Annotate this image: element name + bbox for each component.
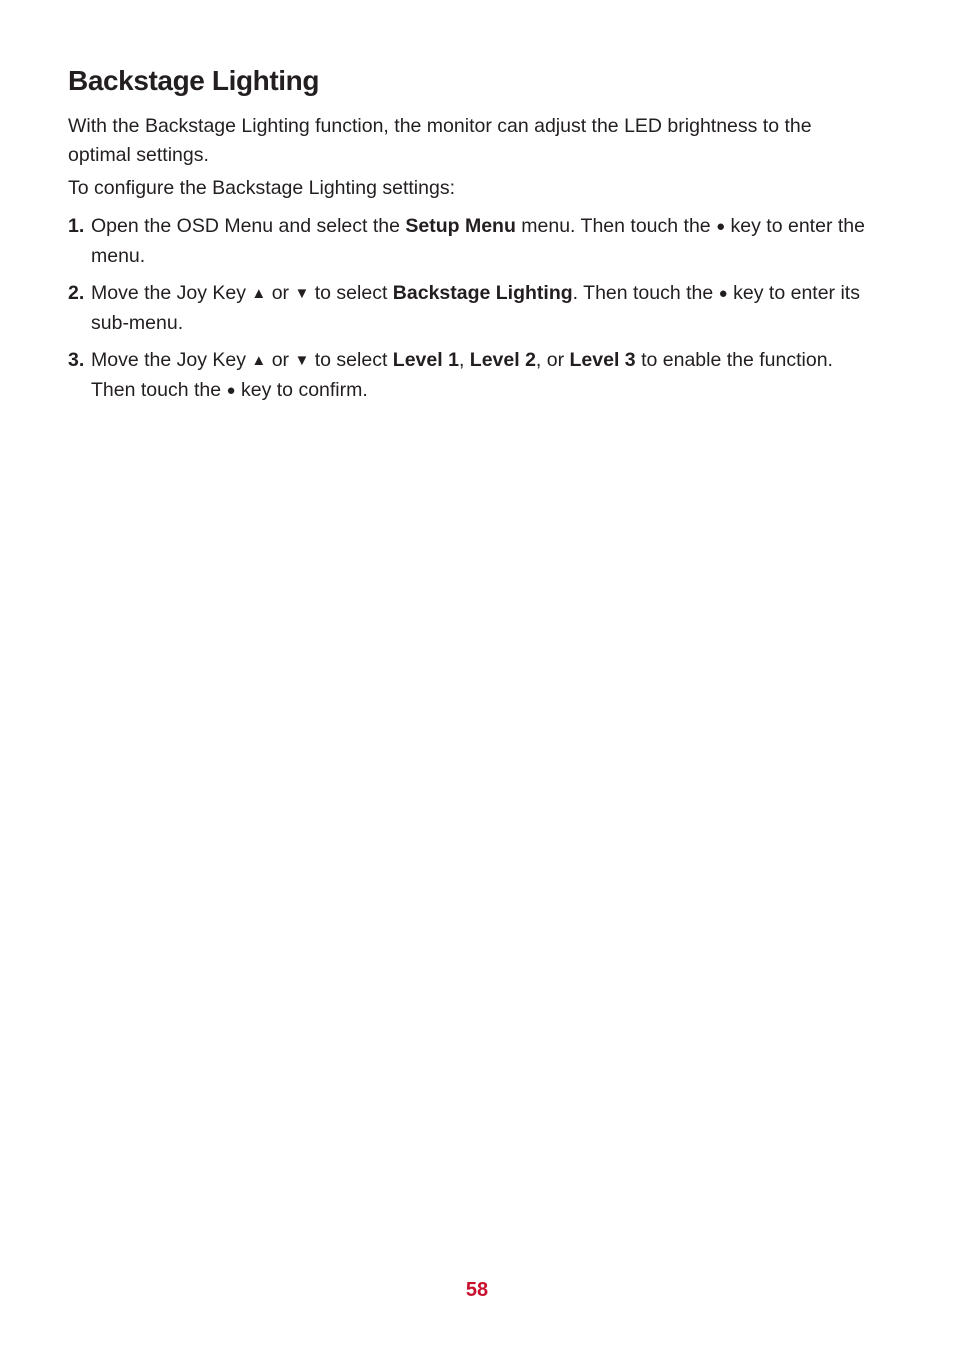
step-text: to enable the function. Then touch the: [91, 349, 833, 401]
step-text: Move the Joy Key: [91, 282, 252, 304]
step-1: [68, 212, 878, 270]
step-text: Open the OSD Menu and select the: [91, 215, 406, 237]
lead-paragraph: To configure the Backstage Lighting settings:: [68, 177, 455, 199]
menu-name: Backstage Lighting: [392, 282, 573, 304]
option-level-1: Level 1: [392, 349, 459, 371]
step-text: or: [266, 349, 295, 371]
down-arrow-icon: ▼: [294, 352, 310, 369]
step-text: key to confirm.: [235, 379, 368, 401]
up-arrow-icon: ▲: [251, 285, 267, 302]
intro-paragraph: With the Backstage Lighting function, the monitor can adjust the LED brightness to the optimal settings.: [68, 115, 812, 166]
step-text: to select: [309, 282, 393, 304]
step-3: [68, 346, 878, 406]
ok-key-icon: ●: [718, 285, 728, 302]
steps-list: [68, 212, 878, 406]
ok-key-icon: ●: [716, 218, 726, 235]
ok-key-icon: ●: [226, 382, 236, 399]
step-text: menu. Then touch the: [515, 215, 717, 237]
step-text: or: [266, 282, 295, 304]
step-text: key to enter its sub-menu.: [91, 282, 860, 334]
step-number: 1.: [68, 215, 85, 237]
step-number: 3.: [68, 349, 85, 371]
step-2: [68, 279, 878, 337]
up-arrow-icon: ▲: [251, 352, 267, 369]
page-number: 58: [465, 1279, 489, 1301]
step-text: . Then touch the: [572, 282, 719, 304]
section-heading: Backstage Lighting: [68, 65, 320, 96]
option-level-3: Level 3: [569, 349, 636, 371]
step-text: ,: [458, 349, 470, 371]
step-text: key to enter the menu.: [91, 215, 865, 267]
document-page: [68, 62, 878, 415]
step-text: to select: [309, 349, 393, 371]
option-level-2: Level 2: [469, 349, 536, 371]
menu-name: Setup Menu: [405, 215, 516, 237]
step-text: Move the Joy Key: [91, 349, 252, 371]
step-number: 2.: [68, 282, 85, 304]
step-text: , or: [535, 349, 570, 371]
down-arrow-icon: ▼: [294, 285, 310, 302]
